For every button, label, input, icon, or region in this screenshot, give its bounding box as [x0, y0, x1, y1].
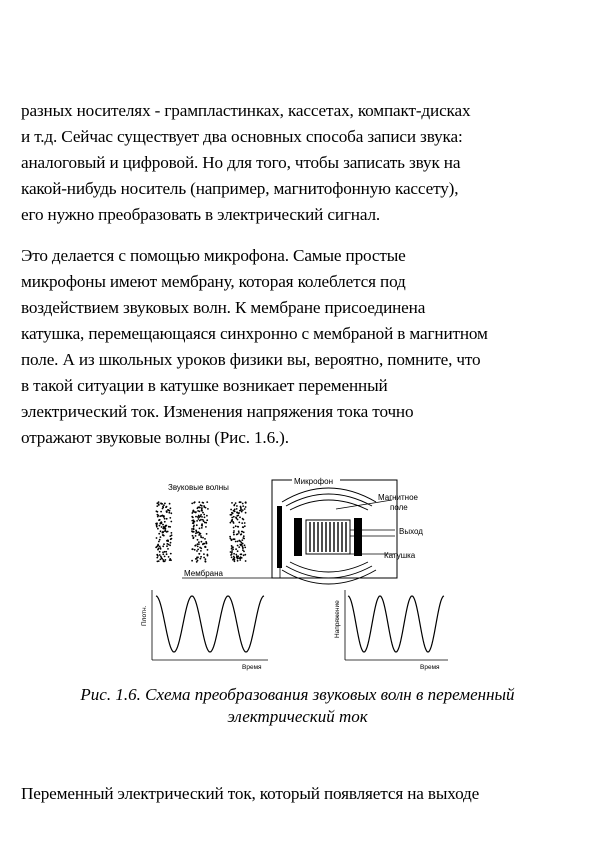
sound-dot: [233, 556, 235, 558]
sound-dot: [169, 535, 171, 537]
sound-dot: [237, 541, 239, 543]
right-plot-ylabel: Напряжение: [334, 600, 341, 638]
sound-dot: [160, 521, 162, 523]
sound-dot: [193, 526, 195, 528]
text-line: в такой ситуации в катушке возникает переменный: [21, 376, 388, 395]
sound-dot: [159, 525, 161, 527]
sound-dot: [206, 515, 208, 517]
sound-dot: [197, 543, 199, 545]
sound-dot: [233, 530, 235, 532]
sound-dot: [164, 521, 166, 523]
sound-dot: [233, 534, 235, 536]
sound-dot: [237, 550, 239, 552]
sound-dot: [202, 543, 204, 545]
sound-dot: [239, 501, 241, 503]
sound-dot: [200, 558, 202, 560]
text-line: микрофоны имеют мембрану, которая колеблется под: [21, 272, 406, 291]
sound-dot: [243, 535, 245, 537]
sound-dot: [240, 506, 242, 508]
sound-dot: [192, 537, 194, 539]
sound-dot: [241, 539, 243, 541]
sound-dot: [242, 505, 244, 507]
sound-dot: [166, 518, 168, 520]
sound-dot: [191, 503, 193, 505]
sound-dot: [239, 510, 241, 512]
sound-dot: [201, 510, 203, 512]
sound-dot: [197, 516, 199, 518]
sound-dot: [157, 555, 159, 557]
sound-dot: [235, 554, 237, 556]
sound-dot: [238, 522, 240, 524]
sound-dot: [230, 538, 232, 540]
sound-dot: [166, 511, 168, 513]
sound-dot: [159, 551, 161, 553]
text-line: его нужно преобразовать в электрический сигнал.: [21, 205, 381, 224]
figure-microphone-diagram: [140, 462, 460, 678]
sound-dot: [202, 537, 204, 539]
sound-dot: [165, 506, 167, 508]
sound-dot: [200, 556, 202, 558]
left-plot-ylabel: Плотн.: [141, 605, 148, 626]
sound-dot: [171, 538, 173, 540]
sound-dot: [192, 548, 194, 550]
sound-dot: [159, 539, 161, 541]
sound-dot: [168, 509, 170, 511]
sound-dot: [164, 503, 166, 505]
text-line: отражают звуковые волны (Рис. 1.6.).: [21, 428, 289, 447]
sound-dot: [195, 535, 197, 537]
paragraph-recording-methods: [21, 98, 581, 228]
sound-dot: [198, 518, 200, 520]
sound-dot: [235, 541, 237, 543]
sound-dot: [229, 536, 231, 538]
sound-dot: [245, 512, 247, 514]
sound-dot: [157, 511, 159, 513]
sound-dot: [199, 507, 201, 509]
sound-dot: [202, 519, 204, 521]
sound-dot: [168, 556, 170, 558]
sound-dot: [205, 507, 207, 509]
sound-dot: [237, 557, 239, 559]
sound-dot: [196, 557, 198, 559]
sound-dot: [244, 547, 246, 549]
sound-dot: [240, 544, 242, 546]
sound-dot: [159, 554, 161, 556]
sound-dot: [156, 537, 158, 539]
sound-dot: [205, 541, 207, 543]
text-line: поле. А из школьных уроков физики вы, вероятно, помните, что: [21, 350, 481, 369]
sound-dot: [242, 526, 244, 528]
sound-dot: [233, 516, 235, 518]
sound-dot: [170, 521, 172, 523]
sound-dot: [245, 506, 247, 508]
sound-dot: [240, 554, 242, 556]
sound-dot: [243, 551, 245, 553]
sound-dot: [230, 514, 232, 516]
sound-dot: [233, 532, 235, 534]
sound-dot: [236, 534, 238, 536]
sound-dot: [158, 501, 160, 503]
sound-dot: [238, 532, 240, 534]
sound-dot: [201, 541, 203, 543]
sound-dot: [230, 551, 232, 553]
sound-dot: [160, 530, 162, 532]
sound-dot: [161, 515, 163, 517]
sound-dot: [163, 528, 165, 530]
sound-dot: [161, 503, 163, 505]
sound-dot: [242, 509, 244, 511]
text-line: аналоговый и цифровой. Но для того, чтобы записать звук на: [21, 153, 461, 172]
text-line: разных носителях - грампластинках, кассетах, компакт-дисках: [21, 101, 471, 120]
caption-line-1: Рис. 1.6. Схема преобразования звуковых волн в переменный: [80, 685, 515, 704]
sound-dot: [231, 554, 233, 556]
sound-dot: [200, 550, 202, 552]
sound-dot: [231, 550, 233, 552]
sound-dot: [200, 537, 202, 539]
sound-dot: [166, 545, 168, 547]
sound-dot: [157, 544, 159, 546]
sound-dot: [207, 549, 209, 551]
caption-line-2: электрический ток: [227, 707, 368, 726]
sound-dot: [165, 559, 167, 561]
sound-dot: [236, 515, 238, 517]
sound-dot: [167, 540, 169, 542]
sound-dot: [237, 560, 239, 562]
sound-dot: [235, 548, 237, 550]
paragraph-alternating-current: [21, 781, 581, 807]
sound-dot: [156, 557, 158, 559]
sound-dot: [192, 511, 194, 513]
sound-dot: [201, 505, 203, 507]
text-line: и т.д. Сейчас существует два основных способа записи звука:: [21, 127, 463, 146]
sound-dot: [160, 536, 162, 538]
sound-dot: [231, 546, 233, 548]
sound-dot: [203, 514, 205, 516]
sound-dot: [238, 546, 240, 548]
sound-dot: [201, 516, 203, 518]
coil: [306, 520, 350, 554]
right-plot-wave: [348, 596, 444, 652]
sound-dot: [205, 526, 207, 528]
output-label: Выход: [399, 527, 423, 536]
sound-dot: [162, 508, 164, 510]
sound-dot: [244, 508, 246, 510]
right-plot-xlabel: Время: [420, 664, 440, 671]
sound-dot: [196, 524, 198, 526]
sound-dot: [205, 546, 207, 548]
sound-dot: [204, 560, 206, 562]
magnetic-field-label-1: Магнитное: [378, 493, 418, 502]
sound-dot: [204, 522, 206, 524]
pointer-lines: [182, 500, 395, 578]
sound-dot: [162, 506, 164, 508]
sound-dot: [197, 507, 199, 509]
sound-dot: [169, 517, 171, 519]
text-line: Переменный электрический ток, который появляется на выходе: [21, 784, 480, 803]
sound-dot: [159, 546, 161, 548]
sound-dot: [231, 520, 233, 522]
membrane: [277, 506, 282, 568]
sound-dot: [197, 510, 199, 512]
sound-dot: [164, 556, 166, 558]
sound-dot: [193, 531, 195, 533]
sound-dot: [158, 533, 160, 535]
sound-dot: [241, 522, 243, 524]
sound-dot: [199, 528, 201, 530]
sound-dot: [237, 512, 239, 514]
magnetic-field-label-2: поле: [390, 503, 408, 512]
sound-dot: [231, 556, 233, 558]
sound-dot: [230, 522, 232, 524]
sound-dot: [240, 508, 242, 510]
sound-dot: [157, 549, 159, 551]
sound-dot: [166, 553, 168, 555]
sound-dot: [199, 553, 201, 555]
sound-dot: [167, 548, 169, 550]
sound-dot: [196, 520, 198, 522]
text-line: какой-нибудь носитель (например, магнитофонную кассету),: [21, 179, 459, 198]
sound-dot: [160, 511, 162, 513]
sound-dot: [244, 554, 246, 556]
sound-dot: [206, 533, 208, 535]
sound-dot: [206, 519, 208, 521]
sound-dot: [165, 529, 167, 531]
sound-dot: [164, 551, 166, 553]
sound-dot: [169, 558, 171, 560]
sound-dot: [241, 531, 243, 533]
sound-dot: [235, 525, 237, 527]
sound-dot: [191, 560, 193, 562]
text-line: электрический ток. Изменения напряжения тока точно: [21, 402, 414, 421]
sound-dot: [204, 538, 206, 540]
sound-dot: [197, 546, 199, 548]
sound-dot: [237, 519, 239, 521]
sound-dot: [236, 508, 238, 510]
figure-caption: [0, 684, 595, 728]
sound-dot: [196, 550, 198, 552]
sound-dot: [206, 543, 208, 545]
sound-dot: [203, 553, 205, 555]
sound-dot: [159, 547, 161, 549]
sound-dot: [243, 519, 245, 521]
sound-dot: [162, 524, 164, 526]
sound-dot: [244, 525, 246, 527]
sound-dot: [170, 542, 172, 544]
magnet-left: [294, 518, 302, 556]
sound-dot: [157, 528, 159, 530]
paragraph-microphone: [21, 243, 581, 451]
sound-dot: [238, 540, 240, 542]
sound-dot: [157, 561, 159, 563]
text-line: Это делается с помощью микрофона. Самые простые: [21, 246, 406, 265]
sound-dot: [159, 559, 161, 561]
sound-dot: [237, 526, 239, 528]
sound-dot: [197, 549, 199, 551]
text-line: катушка, перемещающаяся синхронно с мембраной в магнитном: [21, 324, 488, 343]
sound-dot: [244, 522, 246, 524]
sound-waves-label: Звуковые волны: [168, 483, 229, 492]
sound-dot: [201, 527, 203, 529]
sound-dot: [238, 530, 240, 532]
sound-dot: [233, 553, 235, 555]
sound-dot: [242, 545, 244, 547]
sound-dot: [201, 523, 203, 525]
sound-dot: [171, 532, 173, 534]
sound-dot: [207, 555, 209, 557]
sound-dot: [156, 524, 158, 526]
sound-dot: [193, 502, 195, 504]
sound-dot: [239, 559, 241, 561]
sound-dot: [239, 516, 241, 518]
sound-dot: [234, 504, 236, 506]
sound-dot: [191, 520, 193, 522]
sound-dot: [163, 516, 165, 518]
sound-dot: [169, 503, 171, 505]
sound-dot: [198, 534, 200, 536]
sound-dot: [195, 558, 197, 560]
sound-dot: [167, 531, 169, 533]
sound-dot: [231, 502, 233, 504]
sound-dot: [158, 519, 160, 521]
sound-dot: [241, 542, 243, 544]
sound-dot: [232, 521, 234, 523]
sound-dot: [162, 545, 164, 547]
sound-dot: [161, 558, 163, 560]
sound-dot: [165, 525, 167, 527]
sound-dot: [198, 531, 200, 533]
sound-dot: [194, 549, 196, 551]
sound-dot: [165, 551, 167, 553]
sound-dot: [200, 519, 202, 521]
sound-dot: [157, 514, 159, 516]
sound-dot: [160, 556, 162, 558]
sound-dot: [206, 501, 208, 503]
sound-dot: [192, 517, 194, 519]
sound-dot: [243, 538, 245, 540]
sound-dot: [202, 512, 204, 514]
sound-dot: [232, 512, 234, 514]
sound-dot: [241, 511, 243, 513]
sound-dot: [168, 544, 170, 546]
sound-dot: [242, 547, 244, 549]
sound-dot: [233, 510, 235, 512]
sound-dot: [200, 547, 202, 549]
sound-dot: [207, 508, 209, 510]
sound-dot: [170, 512, 172, 514]
sound-dot: [245, 502, 247, 504]
sound-dot: [233, 527, 235, 529]
sound-dot: [231, 517, 233, 519]
left-plot-wave: [156, 596, 264, 652]
left-plot-xlabel: Время: [242, 664, 262, 671]
sound-dot: [162, 534, 164, 536]
sound-dot: [201, 525, 203, 527]
diagram-svg: [140, 462, 460, 678]
sound-dot: [170, 507, 172, 509]
sound-dot: [198, 541, 200, 543]
sound-dot: [158, 541, 160, 543]
sound-dot: [195, 516, 197, 518]
sound-dot: [163, 561, 165, 563]
sound-dot: [193, 528, 195, 530]
sound-dot: [163, 543, 165, 545]
sound-dot: [193, 521, 195, 523]
sound-dot: [205, 558, 207, 560]
sound-dot: [198, 501, 200, 503]
sound-dot: [170, 553, 172, 555]
sound-dot: [242, 503, 244, 505]
sound-dot: [230, 509, 232, 511]
sound-dot: [235, 502, 237, 504]
sound-dot: [192, 535, 194, 537]
sound-wave-dots: [155, 501, 247, 563]
sound-dot: [168, 512, 170, 514]
sound-dot: [243, 554, 245, 556]
sound-dot: [204, 516, 206, 518]
sound-dot: [234, 538, 236, 540]
sound-dot: [201, 508, 203, 510]
sound-dot: [236, 505, 238, 507]
magnet-right: [354, 518, 362, 556]
sound-dot: [237, 545, 239, 547]
sound-dot: [162, 553, 164, 555]
sound-dot: [240, 534, 242, 536]
sound-dot: [234, 560, 236, 562]
left-plot: [141, 590, 268, 671]
sound-dot: [162, 532, 164, 534]
sound-dot: [244, 544, 246, 546]
membrane-label: Мембрана: [184, 569, 223, 578]
sound-dot: [156, 505, 158, 507]
sound-dot: [235, 517, 237, 519]
right-plot: [334, 590, 448, 671]
sound-dot: [203, 557, 205, 559]
sound-dot: [162, 551, 164, 553]
sound-dot: [245, 560, 247, 562]
sound-dot: [195, 544, 197, 546]
sound-dot: [199, 515, 201, 517]
sound-dot: [202, 502, 204, 504]
sound-dot: [238, 557, 240, 559]
sound-dot: [164, 518, 166, 520]
text-line: воздействием звуковых волн. К мембране присоединена: [21, 298, 426, 317]
sound-dot: [168, 526, 170, 528]
sound-dot: [197, 539, 199, 541]
sound-dot: [232, 559, 234, 561]
sound-dot: [231, 548, 233, 550]
microphone-label: Микрофон: [294, 477, 333, 486]
coil-label: Катушка: [384, 551, 416, 560]
sound-dot: [161, 526, 163, 528]
sound-dot: [196, 561, 198, 563]
